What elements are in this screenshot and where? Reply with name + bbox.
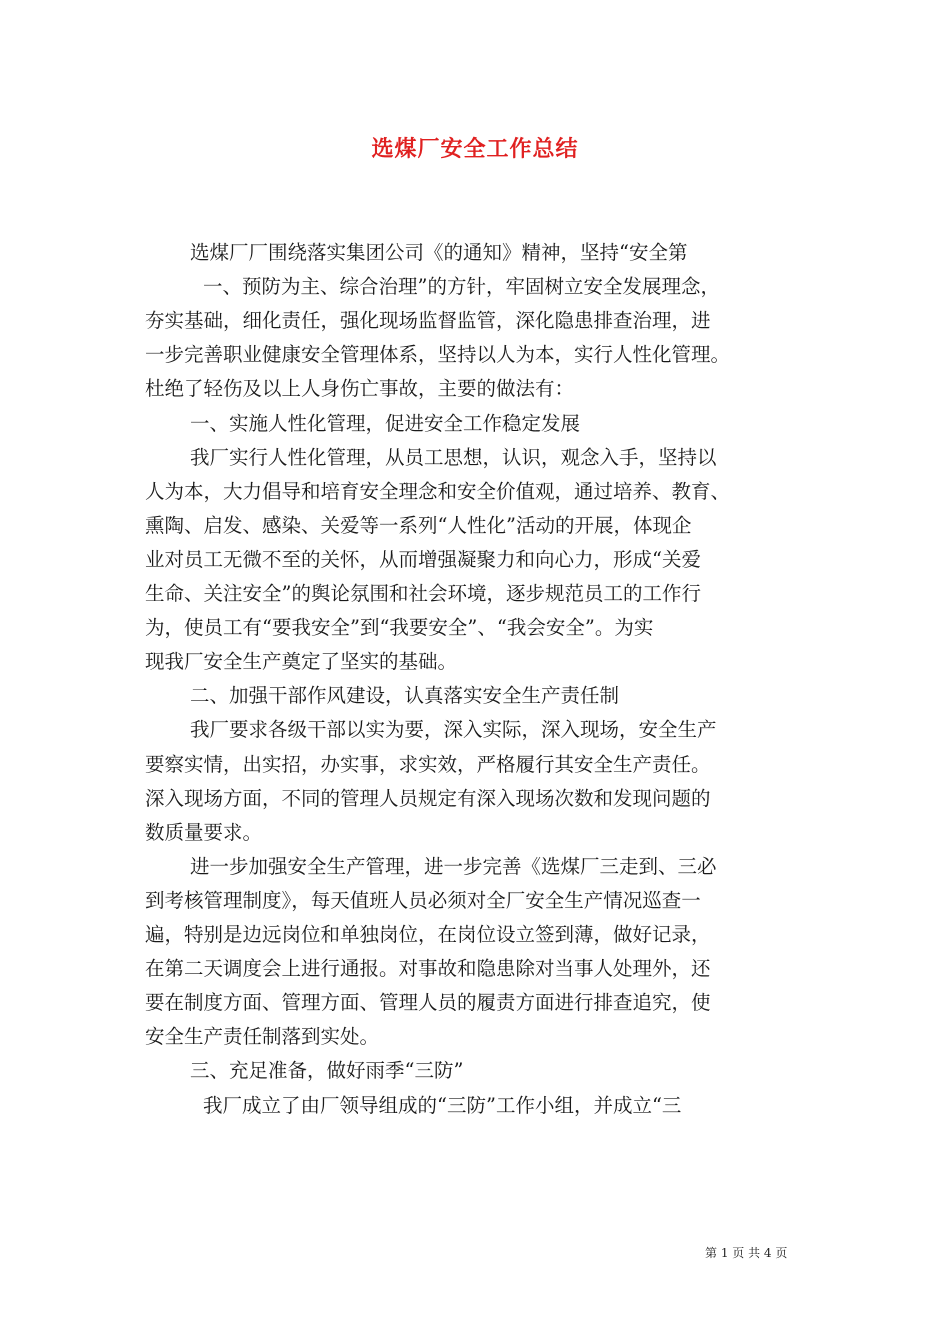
body-line: 到考核管理制度》，每天值班人员必须对全厂安全生产情况巡查一: [145, 888, 701, 912]
body-line: 选煤厂厂围绕落实集团公司《的通知》精神，坚持“安全第: [190, 241, 688, 264]
body-line: 杜绝了轻伤及以上人身伤亡事故，主要的做法有：: [145, 377, 575, 401]
body-line: 业对员工无微不至的关怀，从而增强凝聚力和向心力，形成“关爱: [145, 547, 701, 571]
body-line: 夯实基础，细化责任，强化现场监督监管，深化隐患排查治理，进: [145, 309, 711, 333]
body-line: 二、加强干部作风建设，认真落实安全生产责任制: [190, 684, 620, 708]
body-line: 安全生产责任制落到实处。: [145, 1025, 380, 1049]
body-line: 三、充足准备，做好雨季“三防”: [190, 1059, 464, 1083]
body-line: 为，使员工有“要我安全”到“我要安全”、“我会安全”。为实: [145, 616, 654, 640]
body-line: 进一步加强安全生产管理，进一步完善《选煤厂三走到、三必: [190, 854, 717, 878]
body-line: 熏陶、启发、感染、关爱等一系列“人性化”活动的开展，体现企: [145, 513, 692, 537]
body-line: 深入现场方面，不同的管理人员规定有深入现场次数和发现问题的: [145, 786, 711, 810]
body-line: 要在制度方面、管理方面、管理人员的履责方面进行排查追究，使: [145, 991, 711, 1015]
body-line: 我厂成立了由厂领导组成的“三防”工作小组，并成立“三: [203, 1093, 682, 1117]
body-line: 一、预防为主、综合治理”的方针，牢固树立安全发展理念，: [203, 275, 720, 299]
body-line: 要察实情，出实招，办实事，求实效，严格履行其安全生产责任。: [145, 752, 711, 776]
body-line: 一步完善职业健康安全管理体系，坚持以人为本，实行人性化管理。: [145, 343, 731, 367]
body-line: 人为本，大力倡导和培育安全理念和安全价值观，通过培养、教育、: [145, 479, 731, 503]
body-line: 我厂要求各级干部以实为要，深入实际，深入现场，安全生产: [190, 718, 717, 742]
body-line: 现我厂安全生产奠定了坚实的基础。: [145, 650, 458, 674]
body-line: 数质量要求。: [145, 820, 263, 844]
body-line: 在第二天调度会上进行通报。对事故和隐患除对当事人处理外，还: [145, 957, 711, 981]
body-line: 生命、关注安全”的舆论氛围和社会环境，逐步规范员工的工作行: [145, 582, 701, 605]
body-line: 我厂实行人性化管理，从员工思想，认识，观念入手，坚持以: [190, 445, 717, 469]
body-line: 遍，特别是边远岗位和单独岗位，在岗位设立签到薄，做好记录，: [145, 923, 711, 946]
document-title: 选煤厂安全工作总结: [371, 136, 579, 162]
page-footer: 第 1 页 共 4 页: [705, 1246, 788, 1260]
body-line: 一、实施人性化管理，促进安全工作稳定发展: [190, 411, 581, 435]
